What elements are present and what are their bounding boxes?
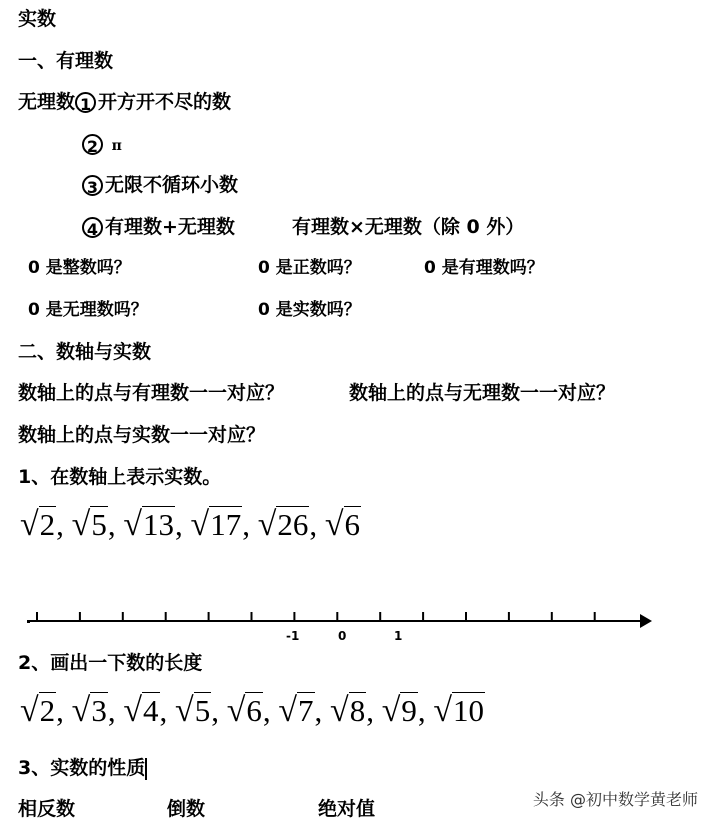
comma: , [262,693,279,728]
circled-number: 2 [82,134,103,155]
arrow-icon [640,614,652,628]
radicand: 17 [210,507,242,542]
radicand: 7 [298,693,314,728]
radical-sign-icon: √ [20,692,39,729]
comma: , [107,693,124,728]
irrational-item-4-extra: 有理数×无理数（除 0 外） [292,216,525,238]
irrational-item-2 [82,132,122,158]
radical-sign-icon: √ [190,506,210,543]
square-root [175,692,211,730]
axis-label: 1 [394,629,403,643]
radicand: 6 [246,693,262,728]
question: 数轴上的点与有理数一一对应？ [18,382,285,404]
irrational-label: 无理数 [18,91,76,113]
square-root [72,692,108,730]
circled-number: 1 [75,92,96,113]
item-text: 有理数+无理数 [105,216,235,238]
radical-sign-icon: √ [123,506,143,543]
radical-sign-icon: √ [324,506,344,543]
item-text: 开方开不尽的数 [98,91,232,113]
task-3-text: 3、实数的性质 [18,757,146,779]
section-1-heading: 一、有理数 [18,50,114,72]
radicand: 6 [344,507,361,542]
radicand: 8 [349,693,366,728]
radicand: 2 [39,507,56,542]
square-root [227,692,263,730]
comma: , [242,507,258,542]
task-2: 2、画出一下数的长度 [18,652,203,674]
task-3 [18,756,147,780]
square-root [325,506,361,544]
square-root [278,692,314,730]
radical-sign-icon: √ [433,692,453,729]
comma: , [417,693,434,728]
comma: , [159,693,176,728]
prop: 倒数 [167,798,206,820]
watermark: 头条 @初中数学黄老师 [532,790,698,809]
irrational-item-1 [18,90,231,114]
question: 0 是整数吗？ [28,258,131,278]
radicand: 5 [91,507,107,542]
text-cursor [145,758,147,780]
radicand: 3 [91,693,107,728]
radical-sign-icon: √ [278,692,298,729]
radical-sign-icon: √ [226,692,246,729]
section-2-heading: 二、数轴与实数 [18,341,152,363]
radical-list-2 [20,692,485,730]
item-text: 无限不循环小数 [105,174,239,196]
comma: , [56,693,72,728]
question: 0 是正数吗？ [258,258,361,278]
radical-sign-icon: √ [71,692,91,729]
radicand: 26 [277,507,309,542]
comma: , [56,507,72,542]
question: 0 是实数吗？ [258,300,361,320]
question: 0 是有理数吗？ [424,258,544,278]
square-root [123,506,175,544]
radical-sign-icon: √ [20,506,39,543]
prop: 绝对值 [318,798,376,820]
comma: , [366,693,382,728]
irrational-item-4 [82,215,235,239]
circled-number: 4 [82,217,103,238]
comma: , [211,693,227,728]
irrational-item-3 [82,173,238,197]
item-text: π [111,138,122,154]
comma: , [309,507,325,542]
radicand: 10 [453,693,485,728]
comma: , [107,507,124,542]
square-root [123,692,159,730]
radical-sign-icon: √ [257,506,277,543]
radical-sign-icon: √ [71,506,91,543]
comma: , [175,507,191,542]
question: 0 是无理数吗？ [28,300,148,320]
square-root [433,692,485,730]
axis-start [27,620,30,623]
square-root [20,692,56,730]
number-line [0,600,712,650]
circled-number: 3 [82,175,103,196]
square-root [258,506,310,544]
radical-sign-icon: √ [381,692,401,729]
radicand: 9 [401,693,417,728]
square-root [330,692,366,730]
comma: , [314,693,331,728]
radical-list-1 [20,506,361,544]
square-root [20,506,56,544]
radicand: 13 [143,507,175,542]
radical-sign-icon: √ [330,692,349,729]
square-root [191,506,243,544]
square-root [72,506,108,544]
question: 数轴上的点与无理数一一对应？ [349,382,616,404]
radicand: 4 [143,693,159,728]
doc-title: 实数 [18,8,57,30]
radical-sign-icon: √ [175,692,194,729]
question: 数轴上的点与实数一一对应？ [18,424,266,446]
axis-label: -1 [286,629,300,643]
radical-sign-icon: √ [123,692,143,729]
radicand: 2 [39,693,56,728]
radicand: 5 [194,693,211,728]
square-root [382,692,418,730]
task-1: 1、在数轴上表示实数。 [18,466,222,488]
axis-label: 0 [338,629,347,643]
prop: 相反数 [18,798,76,820]
